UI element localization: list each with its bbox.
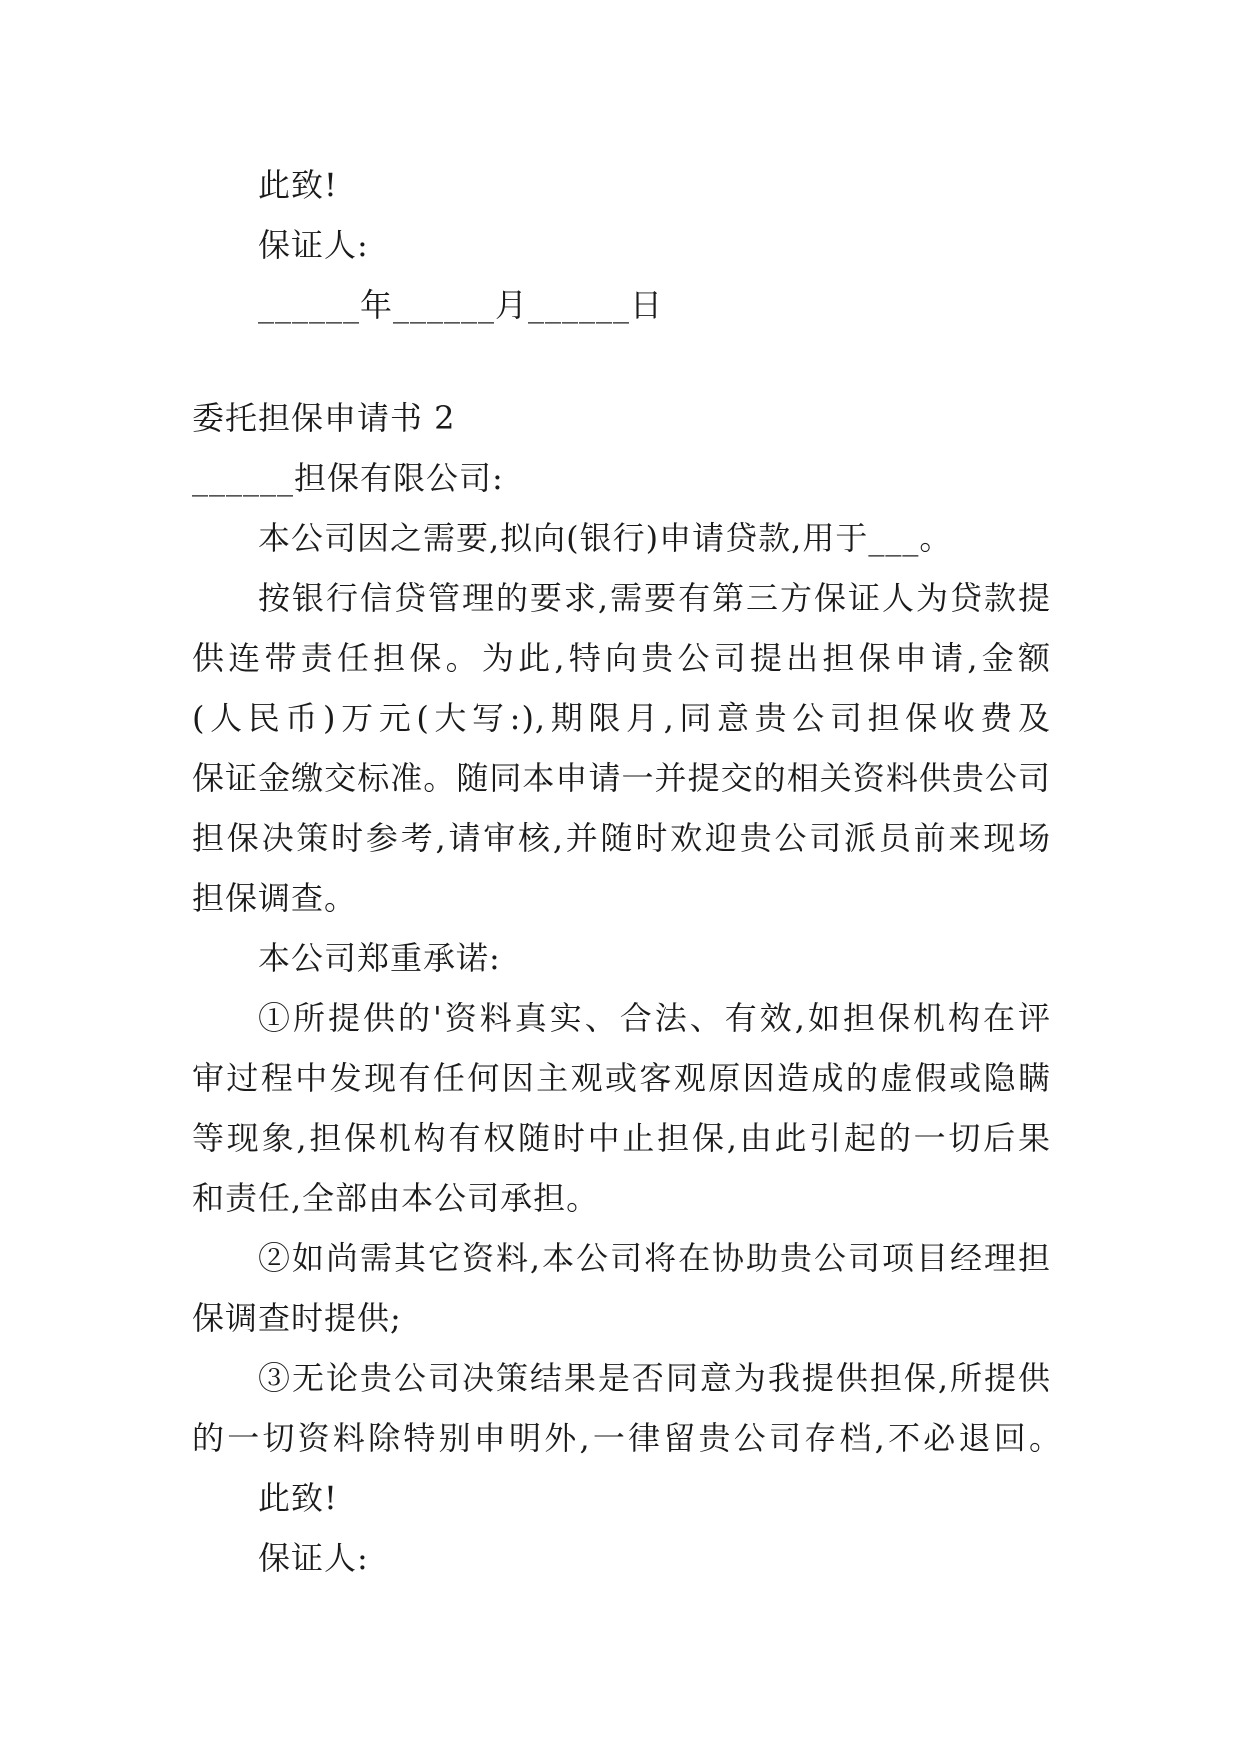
addressee: ______担保有限公司:: [192, 459, 504, 497]
commitment-item-3-line: 的一切资料除特别申明外,一律留贵公司存档,不必退回。: [192, 1419, 1062, 1457]
paragraph-requirement-line: 担保调查。: [192, 879, 358, 917]
paragraph-requirement-line: 担保决策时参考,请审核,并随时欢迎贵公司派员前来现场: [192, 819, 1051, 857]
commitment-item-1-line: 审过程中发现有任何因主观或客观原因造成的虚假或隐瞒: [192, 1059, 1051, 1097]
commitment-item-1-line: ①所提供的'资料真实、合法、有效,如担保机构在评: [258, 999, 1051, 1037]
commitment-item-1-line: 和责任,全部由本公司承担。: [192, 1179, 600, 1217]
paragraph-requirement-line: 供连带责任担保。为此,特向贵公司提出担保申请,金额: [192, 639, 1051, 677]
closing-text-2: 此致!: [258, 1479, 338, 1517]
commitment-item-2-line: 保调查时提供;: [192, 1299, 402, 1337]
guarantor-label-1: 保证人:: [258, 226, 369, 264]
guarantor-label-2: 保证人:: [258, 1539, 369, 1577]
commitment-item-3-line: ③无论贵公司决策结果是否同意为我提供担保,所提供: [258, 1359, 1051, 1397]
document-title: 委托担保申请书 2: [192, 399, 456, 437]
commitment-heading: 本公司郑重承诺:: [258, 939, 501, 977]
commitment-item-1-line: 等现象,担保机构有权随时中止担保,由此引起的一切后果: [192, 1119, 1051, 1157]
closing-text-1: 此致!: [258, 166, 338, 204]
paragraph-requirement-line: 保证金缴交标准。随同本申请一并提交的相关资料供贵公司: [192, 759, 1051, 797]
paragraph-requirement-line: (人民币)万元(大写:),期限月,同意贵公司担保收费及: [192, 699, 1051, 737]
paragraph-loan-purpose: 本公司因之需要,拟向(银行)申请贷款,用于___。: [258, 519, 953, 557]
commitment-item-2-line: ②如尚需其它资料,本公司将在协助贵公司项目经理担: [258, 1239, 1051, 1277]
date-line: ______年______月______日: [258, 286, 664, 324]
paragraph-requirement-line: 按银行信贷管理的要求,需要有第三方保证人为贷款提: [258, 579, 1051, 617]
